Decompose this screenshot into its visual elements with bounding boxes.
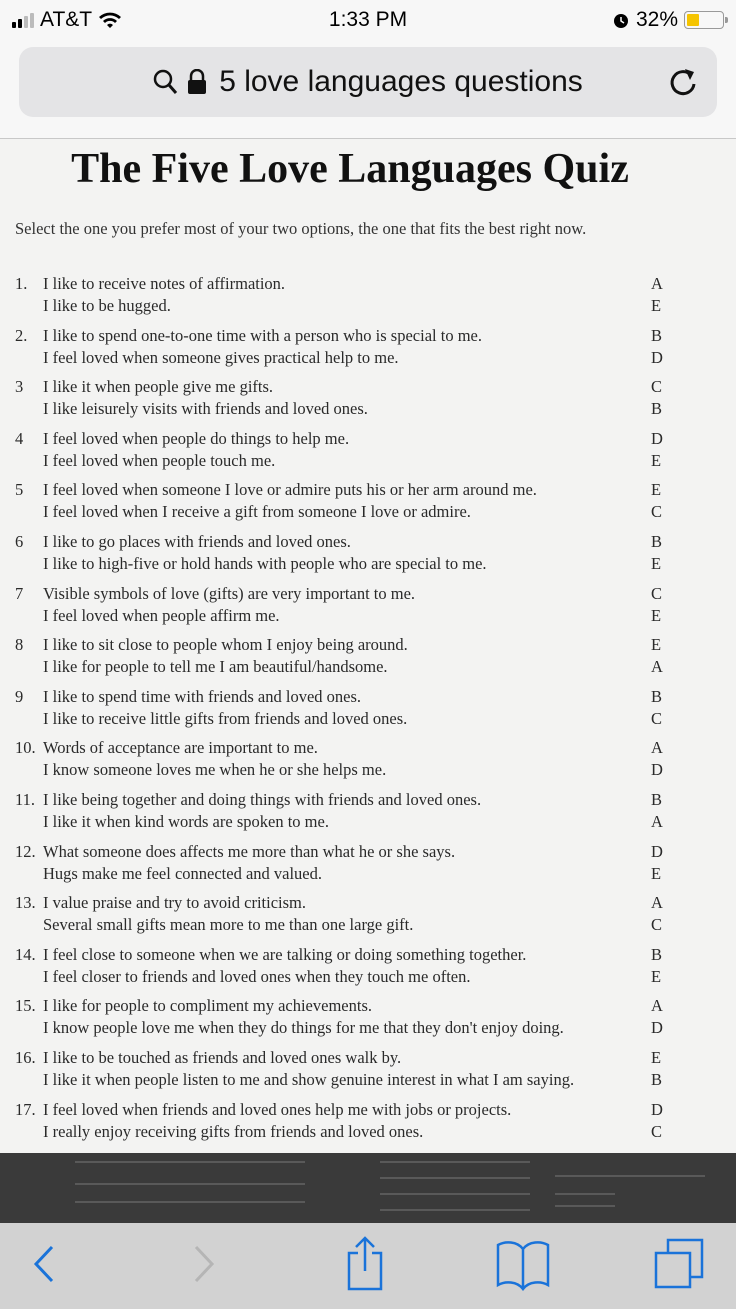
instructions: Select the one you prefer most of your two options, the one that fits the best right now. <box>15 219 587 238</box>
option-b[interactable]: Several small gifts mean more to me than one large gift. <box>43 915 414 935</box>
forward-icon[interactable] <box>190 1239 220 1289</box>
question-number: 9 <box>15 686 24 706</box>
option-b[interactable]: I like for people to tell me I am beautiful/handsome. <box>43 657 388 677</box>
question-number: 16. <box>15 1048 36 1067</box>
browser-toolbar <box>0 1223 736 1309</box>
option-a-key: D <box>651 841 663 861</box>
option-b[interactable]: I really enjoy receiving gifts from friends and loved ones. <box>43 1121 424 1141</box>
preview-text-line <box>75 1201 305 1203</box>
option-b-key: B <box>651 1070 663 1089</box>
option-a-key: D <box>651 428 663 448</box>
question-number: 7 <box>15 583 24 603</box>
preview-text-line <box>380 1193 530 1195</box>
question-number: 4 <box>15 428 24 448</box>
preview-text-line <box>380 1177 530 1179</box>
question-number: 6 <box>15 532 24 551</box>
option-b-key: D <box>651 347 663 367</box>
option-a[interactable]: I feel close to someone when we are talking or doing something together. <box>43 944 527 964</box>
share-icon[interactable] <box>343 1235 387 1291</box>
question-number: 13. <box>15 893 36 913</box>
option-a-key: B <box>651 325 663 345</box>
question-number: 11. <box>15 790 36 809</box>
question-number: 15. <box>15 996 36 1016</box>
option-b-key: E <box>651 554 662 573</box>
option-b[interactable]: I know someone loves me when he or she helps me. <box>43 760 387 780</box>
bookmarks-icon[interactable] <box>495 1237 551 1291</box>
option-b-key: D <box>651 760 663 780</box>
option-b[interactable]: I feel loved when people touch me. <box>43 450 276 470</box>
option-b-key: C <box>651 915 663 935</box>
question-number: 3 <box>15 377 24 397</box>
option-b[interactable]: I like leisurely visits with friends and loved ones. <box>43 399 368 419</box>
option-b-key: E <box>651 966 662 986</box>
reload-icon[interactable] <box>667 65 699 99</box>
option-a[interactable]: I like for people to compliment my achievements. <box>43 996 372 1016</box>
option-a-key: C <box>651 377 663 397</box>
option-a[interactable]: I feel loved when friends and loved ones help me with jobs or projects. <box>43 1099 512 1119</box>
preview-text-line <box>380 1209 530 1211</box>
option-b[interactable]: I like it when people listen to me and show genuine interest in what I am saying. <box>43 1070 575 1089</box>
option-a-key: A <box>651 893 663 913</box>
question-number: 1. <box>15 274 28 293</box>
option-b-key: B <box>651 399 663 419</box>
preview-text-line <box>75 1161 305 1163</box>
option-a[interactable]: Visible symbols of love (gifts) are very important to me. <box>43 583 416 603</box>
question-number: 12. <box>15 841 36 861</box>
option-b[interactable]: I feel loved when I receive a gift from someone I love or admire. <box>43 502 471 522</box>
lock-icon <box>187 69 207 95</box>
option-a[interactable]: I like to spend one-to-one time with a person who is special to me. <box>43 325 482 345</box>
tabs-icon[interactable] <box>652 1237 708 1291</box>
option-b-key: C <box>651 502 663 522</box>
option-b[interactable]: I like to be hugged. <box>43 296 171 315</box>
option-b[interactable]: I know people love me when they do things for me that they don't enjoy doing. <box>43 1018 564 1038</box>
question-number: 5 <box>15 480 24 500</box>
option-a-key: E <box>651 635 662 655</box>
back-icon[interactable] <box>28 1239 58 1289</box>
option-a-key: C <box>651 583 663 603</box>
option-a[interactable]: I like to sit close to people whom I enjoy being around. <box>43 635 408 655</box>
question-number: 14. <box>15 944 36 964</box>
option-a[interactable]: What someone does affects me more than what he or she says. <box>43 841 456 861</box>
option-a-key: B <box>651 532 663 551</box>
address-bar[interactable] <box>19 47 717 117</box>
alarm-icon <box>612 11 630 29</box>
address-text: 5 love languages questions <box>219 65 583 98</box>
document-title: The Five Love Languages Quiz <box>71 146 629 192</box>
option-b-key: E <box>651 296 662 315</box>
option-b-key: E <box>651 605 662 625</box>
search-icon <box>153 68 179 96</box>
quiz-document <box>0 139 736 1153</box>
question-number: 2. <box>15 325 28 345</box>
option-b[interactable]: I feel loved when someone gives practical help to me. <box>43 347 399 367</box>
preview-text-line <box>555 1175 705 1177</box>
question-number: 10. <box>15 738 36 758</box>
option-b-key: C <box>651 1121 663 1141</box>
option-a-key: B <box>651 790 663 809</box>
option-a[interactable]: I feel loved when someone I love or admire puts his or her arm around me. <box>43 480 537 500</box>
option-b-key: A <box>651 812 663 831</box>
option-b-key: A <box>651 657 663 677</box>
option-a-key: B <box>651 686 663 706</box>
battery-icon <box>684 11 724 29</box>
option-a[interactable]: I like to receive notes of affirmation. <box>43 274 286 293</box>
preview-text-line <box>555 1205 615 1207</box>
option-b-key: D <box>651 1018 663 1038</box>
carrier: AT&T <box>40 8 93 31</box>
option-b[interactable]: I like to high-five or hold hands with people who are special to me. <box>43 554 487 573</box>
address-bar-area <box>0 42 736 139</box>
option-a[interactable]: I like it when people give me gifts. <box>43 377 274 397</box>
clock: 1:33 PM <box>328 8 408 31</box>
option-a-key: A <box>651 274 663 293</box>
question-number: 17. <box>15 1099 36 1119</box>
preview-text-line <box>75 1183 305 1185</box>
option-a[interactable]: I like to spend time with friends and loved ones. <box>43 686 362 706</box>
option-a-key: B <box>651 944 663 964</box>
option-b[interactable]: I feel closer to friends and loved ones when they touch me often. <box>43 966 471 986</box>
option-a[interactable]: I like to go places with friends and loved ones. <box>43 532 351 551</box>
option-b[interactable]: I feel loved when people affirm me. <box>43 605 280 625</box>
option-a-key: E <box>651 1048 662 1067</box>
document-preview-strip <box>0 1153 736 1223</box>
option-a[interactable]: I like to be touched as friends and loved ones walk by. <box>43 1048 402 1067</box>
option-b[interactable]: I like to receive little gifts from friends and loved ones. <box>43 708 408 728</box>
option-b[interactable]: Hugs make me feel connected and valued. <box>43 863 323 883</box>
option-a[interactable]: Words of acceptance are important to me. <box>43 738 318 758</box>
option-a[interactable]: I value praise and try to avoid criticism. <box>43 893 307 913</box>
option-a-key: D <box>651 1099 663 1119</box>
option-b[interactable]: I like it when kind words are spoken to me. <box>43 812 329 831</box>
option-b-key: E <box>651 863 662 883</box>
battery-percent: 32% <box>635 8 678 31</box>
option-b-key: E <box>651 450 662 470</box>
option-a-key: A <box>651 738 663 758</box>
preview-text-line <box>380 1161 530 1163</box>
preview-text-line <box>555 1193 615 1195</box>
status-bar <box>0 0 736 42</box>
option-b-key: C <box>651 708 663 728</box>
question-number: 8 <box>15 635 24 655</box>
option-a[interactable]: I like being together and doing things with friends and loved ones. <box>43 790 482 809</box>
option-a-key: E <box>651 480 662 500</box>
option-a-key: A <box>651 996 663 1016</box>
option-a[interactable]: I feel loved when people do things to help me. <box>43 428 350 448</box>
